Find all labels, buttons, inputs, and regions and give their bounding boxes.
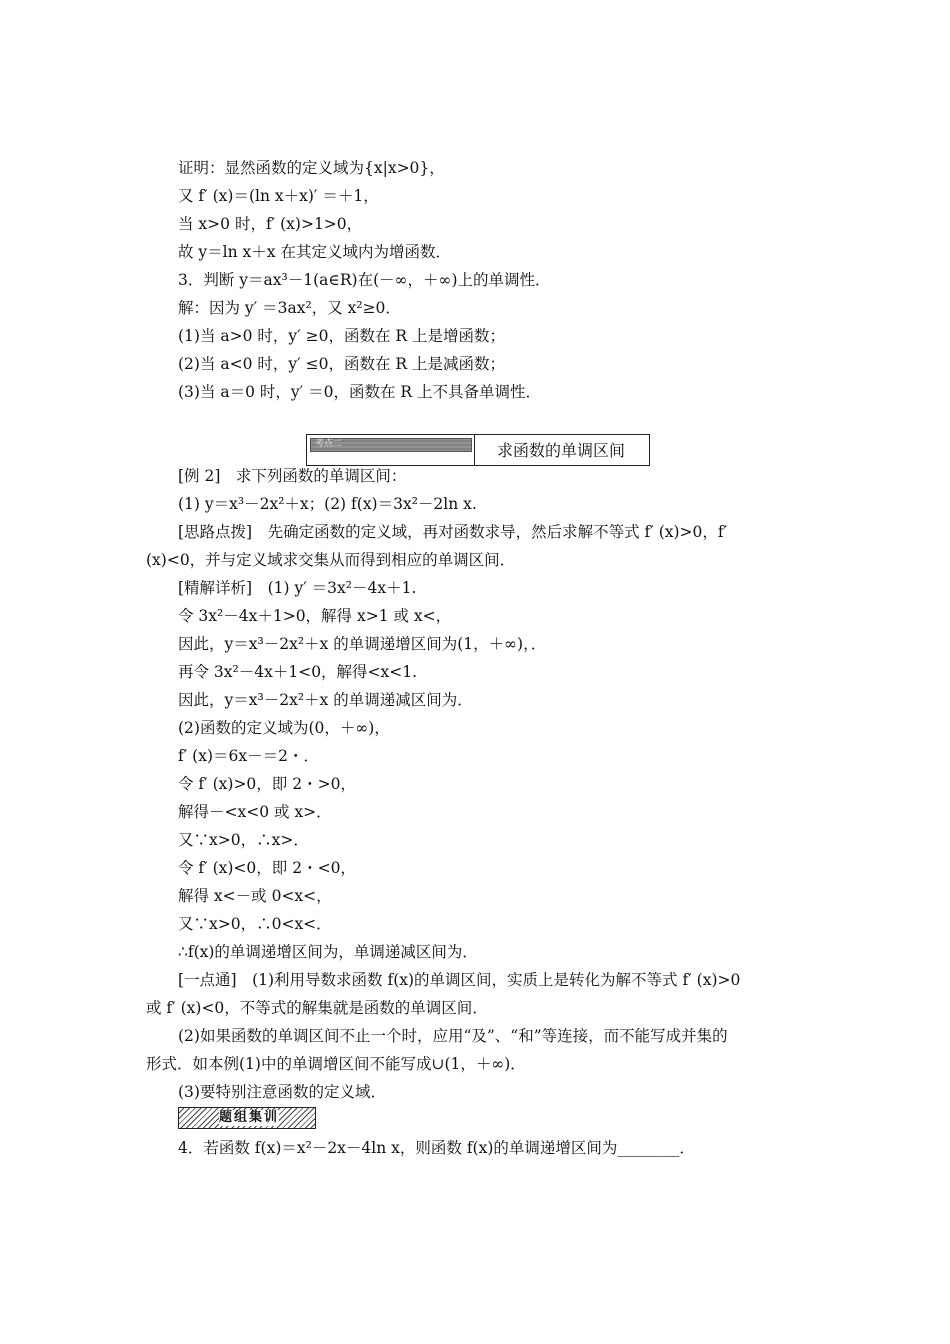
text-line: 又∵x>0，∴0<x<．	[178, 915, 332, 933]
text-line: 解：因为 y′ ＝3ax²，又 x²≥0．	[178, 299, 401, 317]
text-line: 因此，y＝x³－2x²＋x 的单调递增区间为(1，＋∞)，．	[178, 635, 547, 653]
text-line: (3)要特别注意函数的定义域．	[178, 1083, 386, 1101]
text-line: 证明：显然函数的定义域为{x|x>0}，	[178, 159, 445, 177]
text-line: [一点通] (1)利用导数求函数 f(x)的单调区间，实质上是转化为解不等式 f′ (x)>0	[178, 971, 741, 989]
text-line: ∴f(x)的单调递增区间为，单调递减区间为．	[178, 943, 478, 961]
exercise-banner	[178, 1107, 316, 1129]
text-line: 解得 x<－或 0<x<，	[178, 887, 332, 905]
section-divider	[474, 435, 475, 465]
text-line: (1) y＝x³－2x²＋x；(2) f(x)＝3x²－2ln x.	[178, 495, 477, 513]
text-line: 故 y＝ln x＋x 在其定义域内为增函数．	[178, 243, 451, 261]
example-title: [例 2] 求下列函数的单调区间：	[178, 467, 407, 485]
section-tag: 考点二	[310, 438, 472, 452]
text-line: (2)函数的定义域为(0，＋∞)，	[178, 719, 390, 737]
text-line: [思路点拨] 先确定函数的定义域，再对函数求导，然后求解不等式 f′ (x)>0，f′	[178, 523, 728, 541]
text-line: (2)当 a<0 时，y′ ≤0，函数在 R 上是减函数；	[178, 355, 505, 373]
text-line: f′ (x)＝6x－＝2・．	[178, 747, 319, 765]
text-line: 解得－<x<0 或 x>．	[178, 803, 332, 821]
text-line: (x)<0，并与定义域求交集从而得到相应的单调区间．	[146, 551, 516, 569]
banner-label: 题组集训	[219, 1110, 280, 1125]
text-line: (3)当 a＝0 时，y′ ＝0，函数在 R 上不具备单调性．	[178, 383, 542, 401]
text-line: (2)如果函数的单调区间不止一个时，应用“及”、“和”等连接，而不能写成并集的	[178, 1027, 728, 1045]
text-line: 再令 3x²－4x＋1<0，解得<x<1.	[178, 663, 418, 681]
section-title: 求函数的单调区间	[497, 441, 626, 460]
text-line: 3．判断 y＝ax³－1(a∈R)在(－∞，＋∞)上的单调性．	[178, 271, 551, 289]
section-header	[306, 434, 650, 466]
text-line: 或 f′ (x)<0，不等式的解集就是函数的单调区间．	[146, 999, 488, 1017]
text-line: 形式．如本例(1)中的单调增区间不能写成∪(1，＋∞)．	[146, 1055, 526, 1073]
text-line: 又 f′ (x)＝(ln x＋x)′ ＝＋1，	[178, 187, 379, 205]
text-line: 令 3x²－4x＋1>0，解得 x>1 或 x<，	[178, 607, 452, 625]
exercise-line: 4．若函数 f(x)＝x²－2x－4ln x，则函数 f(x)的单调递增区间为________．	[178, 1139, 695, 1157]
text-line: [精解详析] (1) y′ ＝3x²－4x＋1.	[178, 579, 417, 597]
text-line: 令 f′ (x)>0，即 2・>0，	[178, 775, 356, 793]
text-line: 因此，y＝x³－2x²＋x 的单调递减区间为．	[178, 691, 473, 709]
text-line: 又∵x>0，∴x>．	[178, 831, 309, 849]
text-line: (1)当 a>0 时，y′ ≥0，函数在 R 上是增函数；	[178, 327, 505, 345]
text-line: 令 f′ (x)<0，即 2・<0，	[178, 859, 356, 877]
text-line: 当 x>0 时，f′ (x)>1>0，	[178, 215, 363, 233]
